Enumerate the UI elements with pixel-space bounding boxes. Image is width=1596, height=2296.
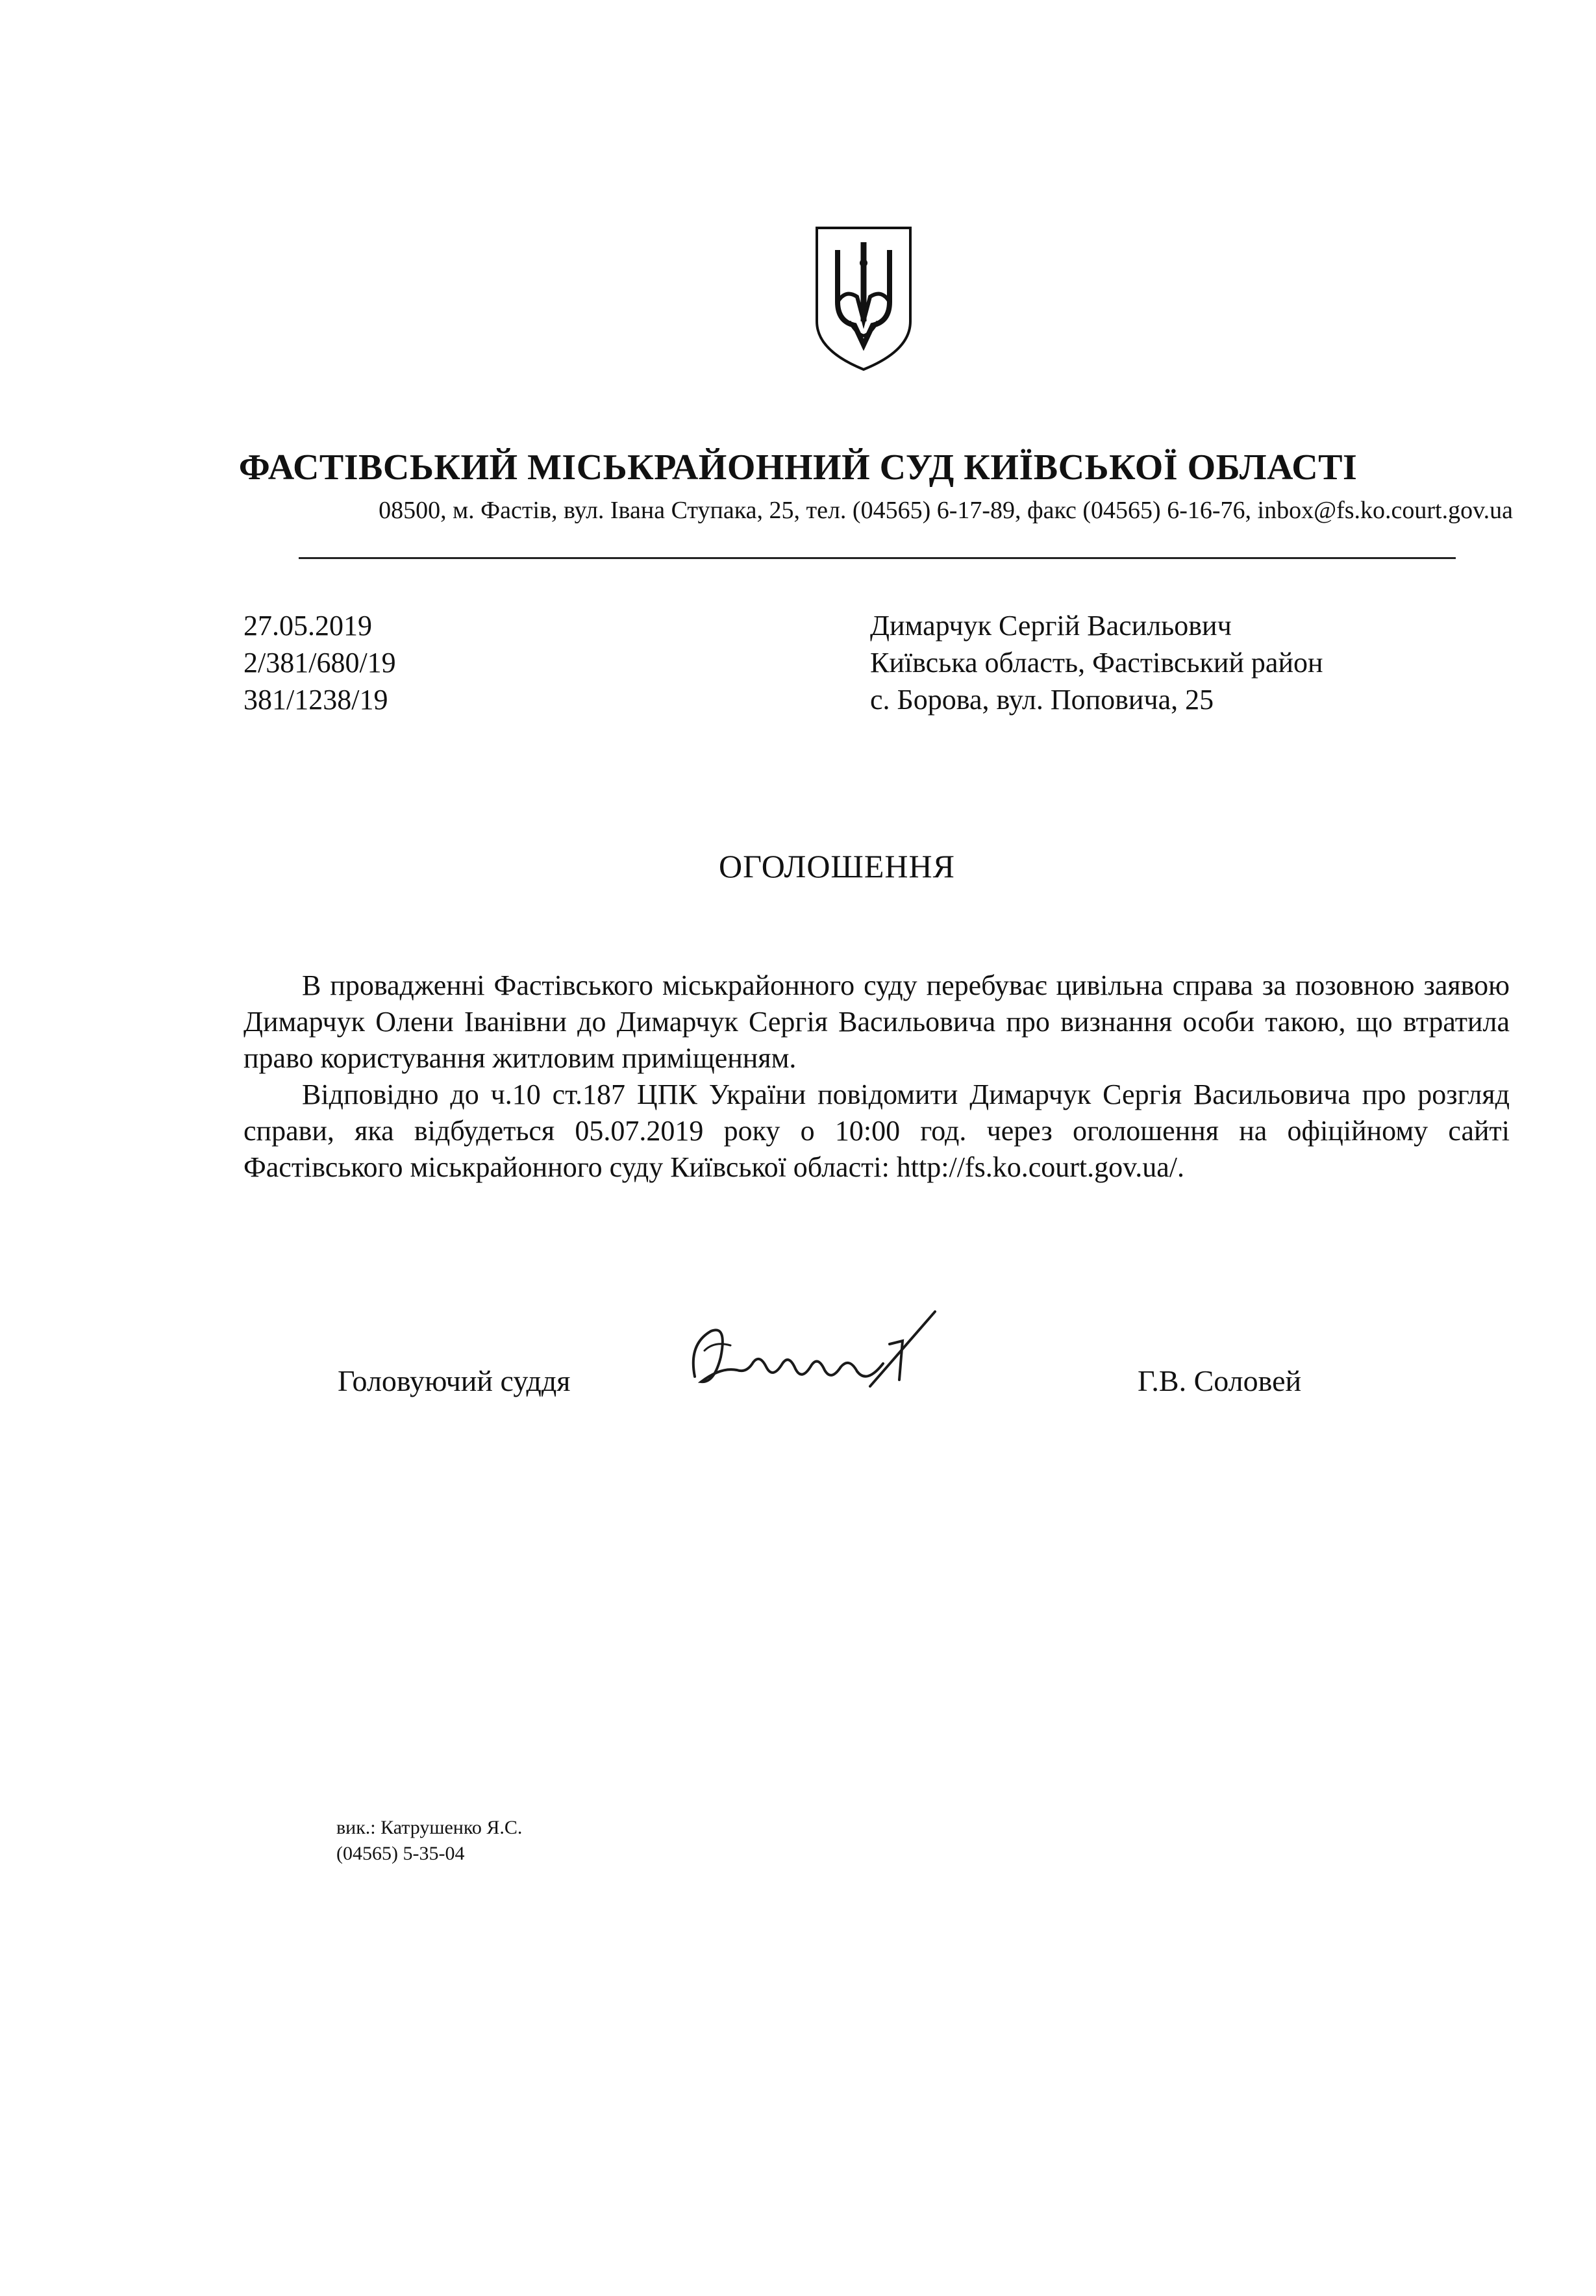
judge-name: Г.В. Соловей	[1138, 1364, 1302, 1397]
court-name: ФАСТІВСЬКИЙ МІСЬКРАЙОННИЙ СУД КИЇВСЬКОЇ ОБЛАСТІ	[238, 447, 1358, 488]
recipient-region: Київська область, Фастівський район	[870, 647, 1323, 679]
executor-name: вик.: Катрушенко Я.С.	[336, 1817, 523, 1838]
executor-block	[336, 1815, 522, 1867]
recipient-name: Димарчук Сергій Васильович	[870, 610, 1232, 642]
ukraine-trident-icon	[812, 224, 916, 373]
notice-paragraph-2: Відповідно до ч.10 ст.187 ЦПК України повідомити Димарчук Сергія Васильовича про розгляд справи, яка відбудеться 05.07.2019 року о 10:00 год. через оголошення на офіційному сайті Фастівського міськрайонного суду Київської області: http://fs.ko.court.gov.ua/.	[243, 1079, 1510, 1183]
notice-title: ОГОЛОШЕННЯ	[719, 848, 955, 884]
recipient-address: с. Борова, вул. Поповича, 25	[870, 684, 1214, 716]
recipient-block	[870, 607, 1323, 718]
reference-block	[243, 607, 396, 718]
header-divider	[299, 557, 1456, 559]
court-address: 08500, м. Фастів, вул. Івана Ступака, 25, тел. (04565) 6-17-89, факс (04565) 6-16-76, inbox@fs.ko.court.gov.ua	[379, 497, 1513, 524]
document-date: 27.05.2019	[243, 610, 372, 642]
handwritten-signature	[675, 1305, 948, 1403]
case-number: 2/381/680/19	[243, 647, 396, 679]
judge-role: Головуючий суддя	[338, 1364, 571, 1397]
registration-number: 381/1238/19	[243, 684, 388, 716]
executor-phone: (04565) 5-35-04	[336, 1843, 465, 1864]
notice-paragraph-1: В провадженні Фастівського міськрайонного суду перебуває цивільна справа за позовною заявою Димарчук Олени Іванівни до Димарчук Сергія Васильовича про визнання особи такою, що втратила право користування житловим приміщенням.	[243, 969, 1510, 1074]
notice-body	[243, 967, 1510, 1186]
